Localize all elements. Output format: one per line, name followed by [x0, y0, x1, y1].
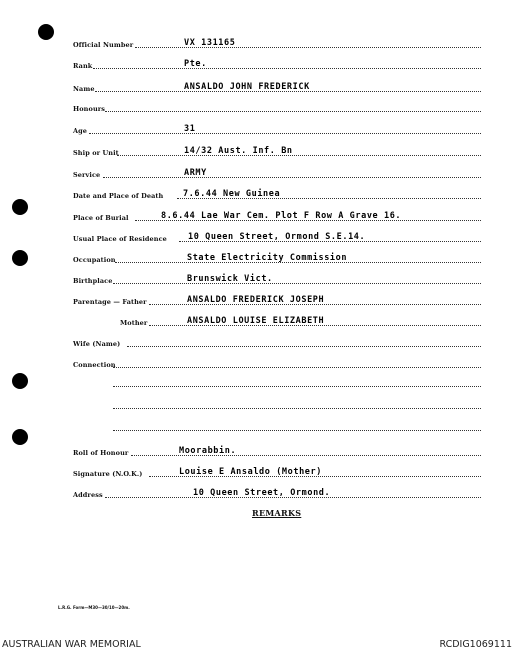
row-honours — [73, 100, 481, 114]
row-connection — [73, 356, 481, 370]
place-burial-value: 8.6.44 Lae War Cem. Plot F Row A Grave 16. — [161, 211, 402, 221]
occupation-label: Occupation — [73, 256, 116, 264]
place-burial-label: Place of Burial — [73, 214, 129, 222]
wife-label: Wife (Name) — [73, 340, 121, 348]
row-father — [73, 293, 481, 307]
address-label: Address — [73, 491, 103, 499]
row-signature — [73, 465, 481, 479]
punch-hole — [38, 24, 54, 40]
row-usual-residence — [73, 230, 481, 244]
row-roll-of-honour — [73, 444, 481, 458]
dotted-line — [103, 177, 481, 178]
punch-hole — [12, 199, 28, 215]
row-birthplace — [73, 272, 481, 286]
official-number-value: VX 131165 — [184, 38, 236, 48]
footer-record-id: RCDIG1069111 — [439, 639, 512, 650]
age-label: Age — [73, 127, 88, 135]
birthplace-label: Birthplace — [73, 277, 113, 285]
dotted-line — [113, 283, 481, 284]
row-name — [73, 80, 481, 94]
row-occupation — [73, 251, 481, 265]
row-mother — [73, 314, 481, 328]
address-value: 10 Queen Street, Ormond. — [193, 488, 331, 498]
father-value: ANSALDO FREDERICK JOSEPH — [187, 295, 325, 305]
name-value: ANSALDO JOHN FREDERICK — [184, 82, 310, 92]
roll-of-honour-label: Roll of Honour — [73, 449, 129, 457]
connection-label: Connection — [73, 361, 116, 369]
usual-residence-value: 10 Queen Street, Ormond S.E.14. — [188, 232, 366, 242]
roll-of-honour-value: Moorabbin. — [179, 446, 237, 456]
age-value: 31 — [184, 124, 196, 134]
ship-or-unit-value: 14/32 Aust. Inf. Bn — [184, 146, 293, 156]
date-place-death-label: Date and Place of Death — [73, 192, 164, 200]
birthplace-value: Brunswick Vict. — [187, 274, 273, 284]
punch-hole — [12, 250, 28, 266]
service-value: ARMY — [184, 168, 207, 178]
row-date-place-death — [73, 187, 481, 201]
footer-institution: AUSTRALIAN WAR MEMORIAL — [2, 639, 141, 650]
punch-hole — [12, 429, 28, 445]
row-official-number — [73, 36, 481, 50]
father-label: Parentage — Father — [73, 298, 147, 306]
dotted-line — [93, 68, 481, 69]
usual-residence-label: Usual Place of Residence — [73, 235, 167, 243]
row-address — [73, 486, 481, 500]
occupation-value: State Electricity Commission — [187, 253, 348, 263]
date-place-death-value: 7.6.44 New Guinea — [183, 189, 281, 199]
form-code: L.R.G. Form—M30—30/10—20m. — [58, 605, 130, 610]
official-number-label: Official Number — [73, 41, 134, 49]
ship-or-unit-label: Ship or Unit — [73, 149, 119, 157]
rank-label: Rank — [73, 62, 93, 70]
dotted-line — [113, 367, 481, 368]
dotted-line — [127, 346, 481, 347]
connection-line — [113, 408, 481, 409]
signature-label: Signature (N.O.K.) — [73, 470, 143, 478]
name-label: Name — [73, 85, 95, 93]
row-rank — [73, 57, 481, 71]
row-age — [73, 122, 481, 136]
mother-value: ANSALDO LOUISE ELIZABETH — [187, 316, 325, 326]
honours-label: Honours — [73, 105, 106, 113]
archive-footer — [0, 635, 518, 653]
row-service — [73, 166, 481, 180]
connection-line — [113, 430, 481, 431]
dotted-line — [105, 111, 481, 112]
signature-value: Louise E Ansaldo (Mother) — [179, 467, 322, 477]
row-place-burial — [73, 209, 481, 223]
rank-value: Pte. — [184, 59, 207, 69]
row-wife — [73, 335, 481, 349]
dotted-line — [89, 133, 481, 134]
service-label: Service — [73, 171, 101, 179]
dotted-line — [117, 155, 481, 156]
punch-hole — [12, 373, 28, 389]
connection-line — [113, 386, 481, 387]
mother-label: Mother — [120, 319, 148, 327]
row-ship-or-unit — [73, 144, 481, 158]
remarks-heading: REMARKS — [252, 508, 302, 518]
